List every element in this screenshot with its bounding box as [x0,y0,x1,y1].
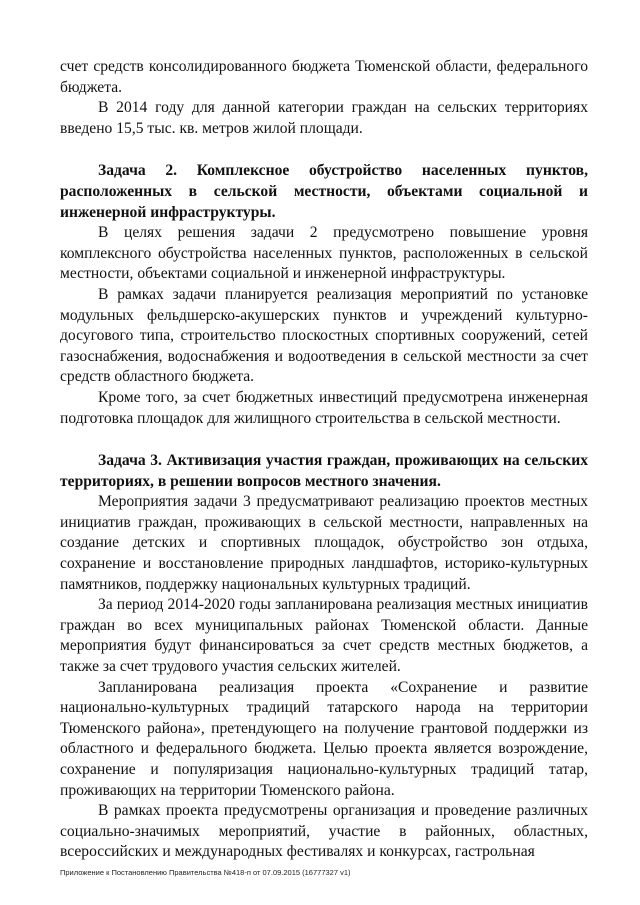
paragraph: Запланирована реализация проекта «Сохранение и развитие национально-культурных традиций татарского народа на территории Тюменского района», претендующего на получение грантовой поддержки из областного и федерального бюджета. Целью проекта является возрождение, сохранение и популяризация национально-культурных традиций татар, проживающих на территории Тюменского района. [60,678,588,799]
paragraph: Кроме того, за счет бюджетных инвестиций предусмотрена инженерная подготовка площадок для жилищного строительства в сельской местности. [60,388,588,427]
paragraph: Мероприятия задачи 3 предусматривают реализацию проектов местных инициатив граждан, проживающих в сельской местности, направленных на создание детских и спортивных площадок, обустройство зон отдыха, сохранение и восстановление природных ландшафтов, историко-культурных памятников, поддержку национальных культурных традиций. [60,493,588,593]
section-heading-task-2: Задача 2. Комплексное обустройство населенных пунктов, расположенных в сельской местности, объектами социальной и инженерной инфраструктуры. [60,162,588,221]
paragraph: В целях решения задачи 2 предусмотрено повышение уровня комплексного обустройства населенных пунктов, расположенных в сельской местности, объектами социальной и инженерной инфраструктуры. [60,224,588,283]
paragraph: За период 2014-2020 годы запланирована реализация местных инициатив граждан во всех муниципальных районах Тюменской области. Данные мероприятия будут финансироваться за счет средств местных бюджетов, а также за счет трудового участия сельских жителей. [60,596,588,676]
paragraph: счет средств консолидированного бюджета Тюменской области, федерального бюджета. [60,58,588,96]
page-footer: Приложение к Постановлению Правительства №418-п от 07.09.2015 (16777327 v1) [60,868,351,877]
paragraph: В рамках проекта предусмотрены организация и проведение различных социально-значимых мероприятий, участие в районных, областных, всероссийских и международных фестивалях и конкурсах, гастрольная [60,802,588,861]
section-heading-task-3: Задача 3. Активизация участия граждан, проживающих на сельских территориях, в решении вопросов местного значения. [60,452,588,490]
paragraph: В 2014 году для данной категории граждан на сельских территориях введено 15,5 тыс. кв. метров жилой площади. [60,99,588,137]
document-body [60,57,588,863]
paragraph: В рамках задачи планируется реализация мероприятий по установке модульных фельдшерско-акушерских пунктов и учреждений культурно-досугового типа, строительство плоскостных спортивных сооружений, сетей газоснабжения, водоснабжения и водоотведения в сельской местности за счет средств областного бюджета. [60,285,588,386]
